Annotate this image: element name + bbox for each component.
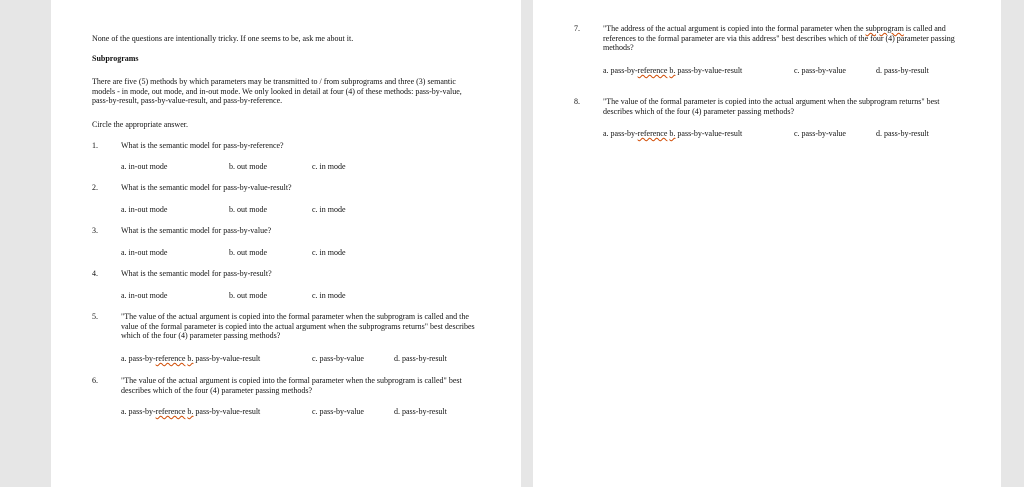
- option-a[interactable]: [603, 129, 742, 138]
- option-c[interactable]: c. pass-by-value: [312, 407, 364, 416]
- option-b[interactable]: b. out mode: [229, 162, 267, 171]
- option-b[interactable]: b. out mode: [229, 248, 267, 257]
- option-c[interactable]: c. pass-by-value: [794, 66, 846, 75]
- question-text-spell: subprogram: [865, 24, 904, 33]
- question-number: 2.: [92, 183, 98, 192]
- question-number: 6.: [92, 376, 98, 385]
- intro-paragraph: There are five (5) methods by which parameters may be transmitted to / from subprograms and three (3) semantic models - in mode, out mode, and in-out mode. We only looked in detail at four (4) of these methods: pass-by-value, pass-by-result, pass-by-value-result, and pass-by-reference.: [92, 77, 462, 105]
- question-number: 5.: [92, 312, 98, 321]
- question-number: 7.: [574, 24, 580, 33]
- option-c[interactable]: c. pass-by-value: [312, 354, 364, 363]
- question-text: "The value of the formal parameter is copied into the actual argument when the subprogram returns" best describes which of the four (4) parameter passing methods?: [603, 97, 940, 116]
- document-page-left: [51, 0, 521, 487]
- option-b[interactable]: b. out mode: [229, 291, 267, 300]
- option-b-label: b.: [187, 407, 194, 416]
- option-a[interactable]: a. in-out mode: [121, 205, 168, 214]
- option-b[interactable]: b. out mode: [229, 205, 267, 214]
- option-a[interactable]: a. in-out mode: [121, 248, 168, 257]
- instruction-text: Circle the appropriate answer.: [92, 120, 188, 129]
- option-b-label: b.: [669, 66, 676, 75]
- option-c[interactable]: c. in mode: [312, 291, 346, 300]
- question-text: "The value of the actual argument is copied into the formal parameter when the subprogram is called" best describes which of the four (4) parameter passing methods?: [121, 376, 462, 395]
- question-number: 1.: [92, 141, 98, 150]
- option-a[interactable]: a. in-out mode: [121, 291, 168, 300]
- question-text: "The value of the actual argument is copied into the formal parameter when the subprogram is called and the value of the formal parameter is copied into the actual argument when the subprograms returns" best describes which of the four (4) parameter passing methods?: [121, 312, 475, 340]
- question-number: 4.: [92, 269, 98, 278]
- option-c[interactable]: c. in mode: [312, 248, 346, 257]
- option-b-label: b.: [187, 354, 194, 363]
- section-heading: Subprograms: [92, 54, 139, 63]
- option-a[interactable]: [121, 354, 260, 363]
- option-c[interactable]: c. in mode: [312, 205, 346, 214]
- option-d[interactable]: d. pass-by-result: [394, 354, 447, 363]
- option-a[interactable]: a. in-out mode: [121, 162, 168, 171]
- question-text-part: is called and references to the formal parameter are via this address" best describes which of the four (4) parameter passing methods?: [603, 24, 955, 52]
- question-text: What is the semantic model for pass-by-reference?: [121, 141, 284, 150]
- document-page-right: [533, 0, 1001, 487]
- option-a-prefix: a. pass-by-: [121, 354, 156, 363]
- question-text-part: "The address of the actual argument is copied into the formal parameter when the: [603, 24, 866, 33]
- option-d[interactable]: d. pass-by-result: [394, 407, 447, 416]
- option-d[interactable]: d. pass-by-result: [876, 66, 929, 75]
- question-number: 3.: [92, 226, 98, 235]
- question-text: What is the semantic model for pass-by-value-result?: [121, 183, 292, 192]
- option-b[interactable]: pass-by-value-result: [677, 129, 743, 138]
- option-b[interactable]: pass-by-value-result: [195, 354, 261, 363]
- option-a[interactable]: [121, 407, 260, 416]
- option-a[interactable]: [603, 66, 742, 75]
- option-a-prefix: a. pass-by-: [603, 66, 638, 75]
- option-c[interactable]: c. in mode: [312, 162, 346, 171]
- intro-text: None of the questions are intentionally tricky. If one seems to be, ask me about it.: [92, 34, 354, 43]
- option-a-prefix: a. pass-by-: [603, 129, 638, 138]
- option-b[interactable]: pass-by-value-result: [195, 407, 261, 416]
- option-a-prefix: a. pass-by-: [121, 407, 156, 416]
- question-number: 8.: [574, 97, 580, 106]
- option-b-label: b.: [669, 129, 676, 138]
- question-text: [603, 24, 965, 53]
- option-d[interactable]: d. pass-by-result: [876, 129, 929, 138]
- question-text: What is the semantic model for pass-by-result?: [121, 269, 272, 278]
- option-a-word: reference: [155, 354, 186, 363]
- option-a-word: reference: [637, 66, 668, 75]
- option-c[interactable]: c. pass-by-value: [794, 129, 846, 138]
- option-a-word: reference: [155, 407, 186, 416]
- option-b[interactable]: pass-by-value-result: [677, 66, 743, 75]
- option-a-word: reference: [637, 129, 668, 138]
- question-text: What is the semantic model for pass-by-value?: [121, 226, 272, 235]
